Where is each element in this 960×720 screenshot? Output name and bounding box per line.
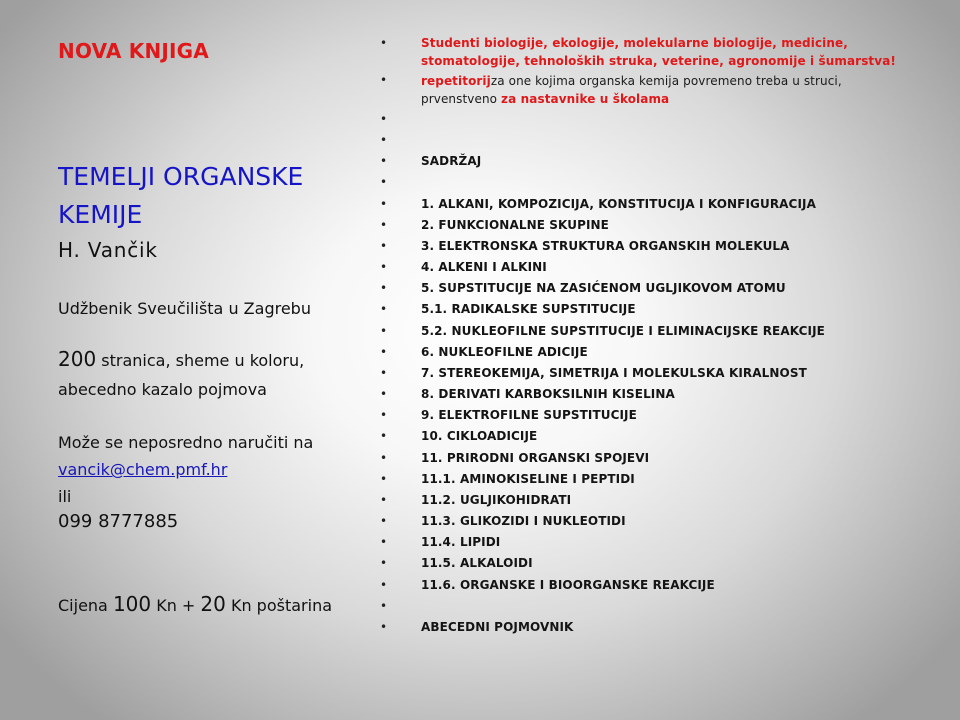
index-heading: ABECEDNI POJMOVNIK — [421, 620, 574, 634]
publisher-heading: NOVA KNJIGA — [58, 39, 209, 63]
price-value: 100 — [112, 592, 152, 616]
chapter-item: 11. PRIRODNI ORGANSKI SPOJEVI — [421, 451, 650, 465]
bullet-marker: • — [380, 535, 388, 549]
pages-text: stranica, sheme u koloru, — [96, 351, 305, 370]
chapter-item: 4. ALKENI I ALKINI — [421, 260, 547, 274]
bullet-marker: • — [380, 112, 388, 126]
price-line — [58, 592, 332, 616]
bullet-marker: • — [380, 345, 388, 359]
bullet-marker: • — [380, 302, 388, 316]
bullet-marker: • — [380, 493, 388, 507]
bullet-marker: • — [380, 239, 388, 253]
chapter-item: 2. FUNKCIONALNE SKUPINE — [421, 218, 609, 232]
chapter-item: 5. SUPSTITUCIJE NA ZASIĆENOM UGLJIKOVOM ATOMU — [421, 281, 786, 295]
audience-students: Studenti biologije, ekologije, molekularne biologije, medicine, stomatologije, tehnoloških struka, veterine, agronomije i šumarstva! — [421, 36, 896, 68]
contents-heading: SADRŽAJ — [421, 154, 482, 168]
bullet-marker: • — [380, 154, 388, 168]
bullet-marker: • — [380, 175, 388, 189]
email-link[interactable]: vancik@chem.pmf.hr — [58, 460, 228, 479]
chapter-item: 5.1. RADIKALSKE SUPSTITUCIJE — [421, 302, 636, 316]
or-text: ili — [58, 487, 72, 506]
book-author: H. Vančik — [58, 238, 158, 262]
shipping-value: 20 — [200, 592, 226, 616]
price-unit: Kn + — [151, 596, 201, 615]
pages-line — [58, 347, 304, 371]
chapter-item: 3. ELEKTRONSKA STRUKTURA ORGANSKIH MOLEKULA — [421, 239, 790, 253]
index-line: abecedno kazalo pojmova — [58, 380, 267, 399]
bullet-marker: • — [380, 408, 388, 422]
bullet-marker: • — [380, 73, 388, 87]
bullet-marker: • — [380, 324, 388, 338]
bullet-marker: • — [380, 260, 388, 274]
chapter-item: 1. ALKANI, KOMPOZICIJA, KONSTITUCIJA I KONFIGURACIJA — [421, 197, 816, 211]
audience-repetitorij — [421, 72, 911, 108]
bullet-marker: • — [380, 556, 388, 570]
bullet-marker: • — [380, 514, 388, 528]
order-line: Može se neposredno naručiti na — [58, 433, 314, 452]
bullet-marker: • — [380, 281, 388, 295]
chapter-item: 6. NUKLEOFILNE ADICIJE — [421, 345, 588, 359]
chapter-item: 11.4. LIPIDI — [421, 535, 501, 549]
bullet-marker: • — [380, 429, 388, 443]
chapter-item: 5.2. NUKLEOFILNE SUPSTITUCIJE I ELIMINACIJSKE REAKCIJE — [421, 324, 825, 338]
bullet-marker: • — [380, 578, 388, 592]
chapter-item: 9. ELEKTROFILNE SUPSTITUCIJE — [421, 408, 637, 422]
bullet-marker: • — [380, 36, 388, 50]
bullet-marker: • — [380, 197, 388, 211]
chapter-item: 11.5. ALKALOIDI — [421, 556, 533, 570]
bullet-marker: • — [380, 133, 388, 147]
bullet-marker: • — [380, 366, 388, 380]
bullet-marker: • — [380, 218, 388, 232]
chapter-item: 11.1. AMINOKISELINE I PEPTIDI — [421, 472, 635, 486]
bullet-marker: • — [380, 472, 388, 486]
phone-number: 099 8777885 — [58, 511, 179, 532]
chapter-item: 11.3. GLIKOZIDI I NUKLEOTIDI — [421, 514, 626, 528]
book-title: TEMELJI ORGANSKE KEMIJE — [58, 162, 304, 229]
rep-suffix: za nastavnike u školama — [501, 92, 670, 106]
bullet-marker: • — [380, 451, 388, 465]
bullet-marker: • — [380, 620, 388, 634]
bullet-marker: • — [380, 387, 388, 401]
chapter-item: 10. CIKLOADICIJE — [421, 429, 538, 443]
pages-number: 200 — [58, 347, 97, 371]
rep-middle: za one kojima organska kemija povremeno treba u struci, prvenstveno — [421, 74, 842, 106]
price-label: Cijena — [58, 596, 113, 615]
rep-prefix: repetitorij — [421, 74, 491, 88]
shipping-text: Kn poštarina — [225, 596, 333, 615]
chapter-item: 7. STEREOKEMIJA, SIMETRIJA I MOLEKULSKA KIRALNOST — [421, 366, 807, 380]
chapter-item: 11.6. ORGANSKE I BIOORGANSKE REAKCIJE — [421, 578, 715, 592]
chapter-item: 8. DERIVATI KARBOKSILNIH KISELINA — [421, 387, 675, 401]
chapter-item: 11.2. UGLJIKOHIDRATI — [421, 493, 572, 507]
bullet-marker: • — [380, 599, 388, 613]
university-line: Udžbenik Sveučilišta u Zagrebu — [58, 299, 311, 318]
